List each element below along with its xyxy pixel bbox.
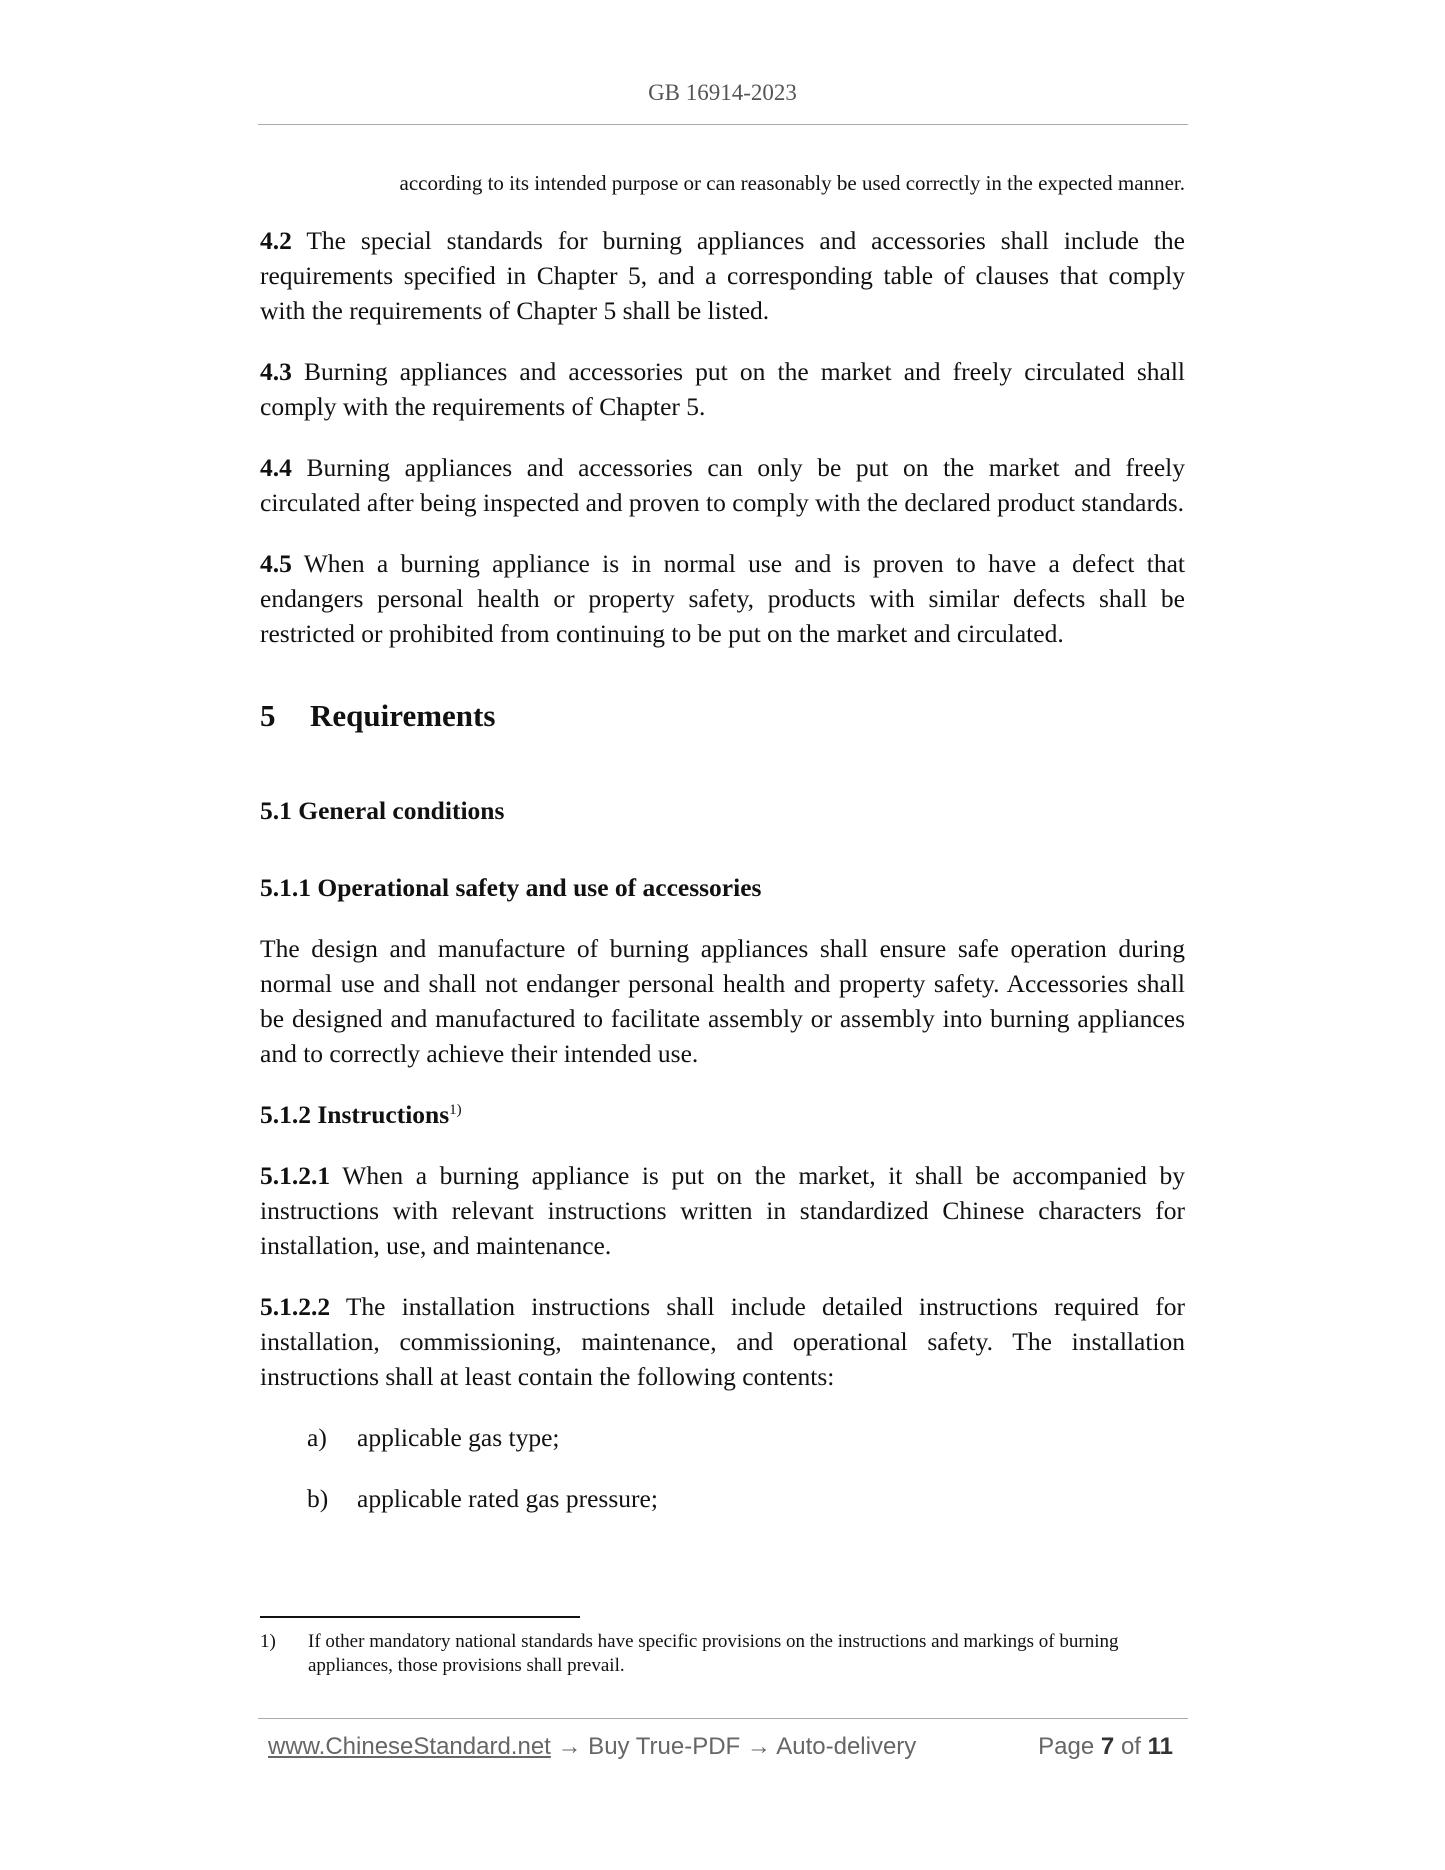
clause-text: The installation instructions shall include detailed instructions required for installation, commissioning, maintenance, and operational safety. The installation instructions shall at least contain the following contents: xyxy=(260,1292,1185,1391)
clause-number: 4.3 xyxy=(260,357,292,386)
subsection-5-1-1-text: The design and manufacture of burning appliances shall ensure safe operation during normal use and shall not endanger personal health and property safety. Accessories shall be designed and manufactured to facilitate assembly or assembly into burning appliances and to correctly achieve their intended use. xyxy=(260,934,1185,1068)
subsection-5-1-heading: 5.1 General conditions xyxy=(260,796,505,825)
page-current: 7 xyxy=(1100,1733,1115,1760)
footnote-mark: 1) xyxy=(260,1631,276,1652)
clause-5-1-2-2 xyxy=(260,1289,1185,1394)
subsection-5-1-1-heading: 5.1.1 Operational safety and use of accessories xyxy=(260,873,762,902)
page-total: 11 xyxy=(1147,1733,1173,1760)
page-label: Page xyxy=(1038,1733,1095,1760)
clause-number: 4.2 xyxy=(260,226,292,255)
list-item-text: applicable rated gas pressure; xyxy=(357,1484,658,1513)
document-header-title: GB 16914-2023 xyxy=(648,80,797,105)
clause-4-4 xyxy=(260,450,1185,520)
page-indicator xyxy=(1038,1732,1173,1762)
section-number: 5 xyxy=(260,698,276,733)
continuation-text: according to its intended purpose or can reasonably be used correctly in the expected manner. xyxy=(399,171,1185,195)
header-rule xyxy=(258,124,1188,125)
page-of: of xyxy=(1120,1733,1141,1760)
list-item-text: applicable gas type; xyxy=(357,1423,560,1452)
subsection-title: 5.1.2 Instructions xyxy=(260,1100,450,1129)
clause-number: 5.1.2.2 xyxy=(260,1292,331,1321)
document-body xyxy=(260,168,1185,1542)
clause-number: 4.5 xyxy=(260,549,292,578)
page-footer xyxy=(268,1732,1173,1762)
list-marker: a) xyxy=(307,1423,327,1452)
clause-text: Burning appliances and accessories put on the market and freely circulated shall comply with the requirements of Chapter 5. xyxy=(260,357,1185,421)
section-5-heading xyxy=(260,697,1185,735)
clause-number: 5.1.2.1 xyxy=(260,1161,331,1190)
list-item xyxy=(307,1481,1185,1516)
footnote xyxy=(260,1630,1160,1678)
clause-text: The special standards for burning appliances and accessories shall include the requirements specified in Chapter 5, and a corresponding table of clauses that comply with the requirements of Chapter 5 shall be listed. xyxy=(260,226,1185,325)
clause-5-1-2-1 xyxy=(260,1158,1185,1263)
website-link[interactable]: www.ChineseStandard.net xyxy=(268,1733,551,1760)
list-marker: b) xyxy=(307,1484,329,1513)
clause-text: Burning appliances and accessories can only be put on the market and freely circulated after being inspected and proven to comply with the declared product standards. xyxy=(260,453,1185,517)
clause-text: When a burning appliance is in normal use and is proven to have a defect that endangers personal health or property safety, products with similar defects shall be restricted or prohibited from continuing to be put on the market and circulated. xyxy=(260,549,1185,648)
footnote-separator xyxy=(260,1616,580,1618)
list-item xyxy=(307,1420,1185,1455)
clause-number: 4.4 xyxy=(260,453,292,482)
footnote-text: If other mandatory national standards have specific provisions on the instructions and markings of burning appliances, those provisions shall prevail. xyxy=(308,1631,1119,1676)
subsection-5-1-2-heading xyxy=(260,1097,1185,1132)
footer-rule xyxy=(258,1718,1188,1719)
clause-4-5 xyxy=(260,546,1185,651)
footnote-reference[interactable]: 1) xyxy=(449,1102,462,1118)
clause-4-3 xyxy=(260,354,1185,424)
clause-4-2 xyxy=(260,223,1185,328)
footer-tagline: → Buy True-PDF → Auto-delivery xyxy=(550,1733,917,1760)
section-title: Requirements xyxy=(310,698,496,733)
clause-text: When a burning appliance is put on the market, it shall be accompanied by instructions with relevant instructions written in standardized Chinese characters for installation, use, and maintenance. xyxy=(260,1161,1185,1260)
